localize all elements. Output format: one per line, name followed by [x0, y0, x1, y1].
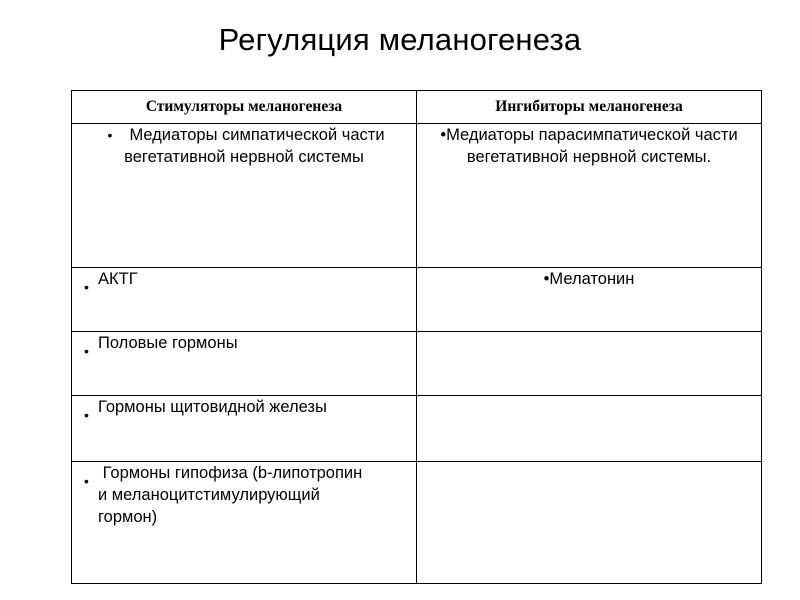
- stimulator-cell: [72, 268, 417, 332]
- header-inhibitors: Ингибиторы меланогенеза: [417, 91, 762, 124]
- inhibitor-cell-empty: [417, 396, 762, 462]
- stimulator-text: АКТГ: [98, 270, 138, 288]
- header-stimulators: Стимуляторы меланогенеза: [72, 91, 417, 124]
- inhibitor-text: Мелатонин: [549, 270, 635, 288]
- inhibitor-cell: [417, 268, 762, 332]
- bullet-icon: •: [84, 343, 89, 359]
- stimulator-cell: [72, 124, 417, 268]
- table-header-row: [72, 91, 762, 124]
- table-row: [72, 462, 762, 584]
- inhibitor-cell-empty: [417, 332, 762, 396]
- inhibitor-text: Медиаторы парасимпатической части вегетативной нервной системы.: [446, 126, 738, 166]
- stimulator-text: Медиаторы симпатической части вегетативной нервной системы: [124, 126, 385, 166]
- stimulator-text: Гормоны щитовидной железы: [98, 398, 327, 416]
- regulation-table: [71, 90, 762, 584]
- table-row: [72, 332, 762, 396]
- stimulator-cell: [72, 396, 417, 462]
- stimulator-cell: [72, 332, 417, 396]
- stimulator-text: Гормоны гипофиза (b-липотропин и меланоцитстимулирующий гормон): [98, 464, 367, 526]
- table-row: [72, 268, 762, 332]
- inhibitor-cell-empty: [417, 462, 762, 584]
- inhibitor-cell: [417, 124, 762, 268]
- stimulator-cell: [72, 462, 417, 584]
- bullet-icon: •: [84, 407, 89, 423]
- bullet-icon: •: [543, 270, 550, 288]
- bullet-icon: •: [84, 279, 89, 295]
- bullet-icon: •: [440, 126, 447, 144]
- slide-title: Регуляция меланогенеза: [218, 22, 582, 57]
- table-row: [72, 396, 762, 462]
- bullet-icon: •: [107, 127, 113, 143]
- stimulator-text: Половые гормоны: [98, 334, 238, 352]
- table-row: [72, 124, 762, 268]
- bullet-icon: •: [84, 473, 89, 489]
